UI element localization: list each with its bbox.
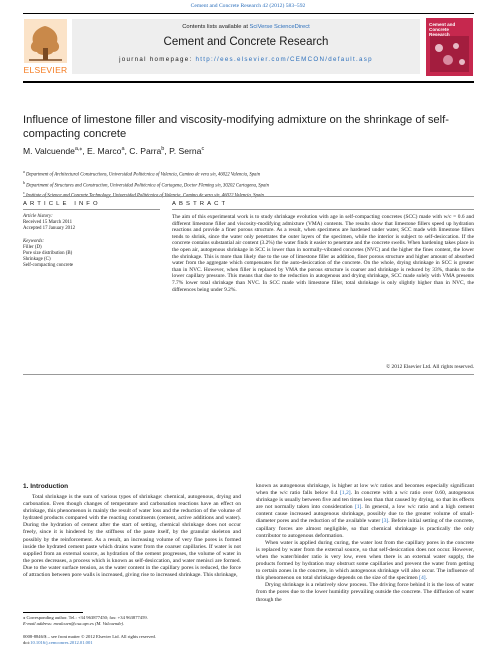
homepage-link[interactable]: http://ees.elsevier.com/CEMCON/default.asp <box>195 56 373 63</box>
affiliation-item <box>23 168 473 179</box>
abstract-heading: ABSTRACT <box>172 201 229 207</box>
journal-cover-thumbnail[interactable] <box>426 18 473 76</box>
footnote <box>23 615 241 626</box>
keyword-item: Self-compacting concrete <box>23 263 74 269</box>
paragraph: Drying shrinkage is a relatively slow process. The driving force behind it is the loss of water from the pores due to the lower humidity prevailing outside the concrete. The diffusion of water through the <box>256 582 474 603</box>
footnote-text: Corresponding author. Tel.: +34 963877450; fax: +34 963877459. <box>25 615 148 620</box>
header-rule-bottom <box>23 81 474 83</box>
abstract-text: The aim of this experimental work is to study shrinkage evolution with age in self-compacting concretes (SCC) made with w/c = 0.6 and different limestone filler and viscosity-modifying admixture (VMA) contents. The results show that limestone fillers speed up hydration reactions and provide a finer porous structure. As a result, when specimens are hardened under water, SCC made with limestone fillers tends to shrink, since the water only penetrates the outer layers of the specimen, while the interior is subject to self-desiccation. If the concrete contains substantial air content (3.2%) the water finds it easier to penetrate and the concrete swells. When hardening takes place in the open air, autogenous shrinkage in SCC is lower than in normally-vibrated concretes (NVC) and the higher the fines content, the lower the shrinkage. This is more than likely due to the use of limestone filler as addition, finer porous structure and higher amount of absorbed water from the aggregate which compensates for the auto-desiccation of the concrete. On the whole, drying shrinkage in SCC is greater than in NVC. However, when filler is replaced by VMA the porous structure is coarser and shrinkage is reduced by 33%, thanks to the lower capillary pressure. This means that due to the reduction in autogenous and drying shrinkage, SCC made solely with VMA presents 7.7% lower total shrinkage than NVC. In SCC made with limestone filler, total shrinkage is only slightly higher than in NVC, the differences being under 9.2%. <box>172 214 474 293</box>
affiliations <box>23 168 473 200</box>
elsevier-logo[interactable] <box>23 18 68 76</box>
text-run: . Before initial setting of the concrete, capillary forces are almost negligible, so that chemical shrinkage is practically the only contributor to autogenous deformation. <box>256 518 474 539</box>
history-label: Article history: <box>23 214 53 219</box>
author-name[interactable]: C. Parra <box>129 146 162 156</box>
publisher-name: ELSEVIER <box>23 65 68 75</box>
author-name[interactable]: E. Marco <box>87 146 122 156</box>
paragraph <box>256 483 474 540</box>
paragraph <box>256 540 474 583</box>
abstract-rule <box>172 209 474 210</box>
keyword-item: Shrinkage (C) <box>23 257 51 263</box>
keywords-label: Keywords: <box>23 238 45 244</box>
text-run: . In concrete with a w/c ratio over 0.60, autogenous shrinkage is usually between five and ten times less than that caused by drying, so that its effects are not normally taken into consideration <box>256 490 475 511</box>
issn-doi-block <box>23 634 241 646</box>
author-email[interactable]: E-mail address: mvalcuen@csa.upv.es (M. Valcuende). <box>23 620 125 626</box>
section-rule <box>23 196 474 197</box>
section-heading-introduction: 1. Introduction <box>23 483 69 490</box>
text-run: known as autogenous shrinkage, is higher at low w/c ratios and becomes especially significant when the w/c ratio falls below 0.4 <box>256 483 474 497</box>
homepage-prefix: journal homepage: <box>119 56 196 63</box>
journal-title: Cement and Concrete Research <box>163 36 329 48</box>
footnote-mark: ⁎ <box>23 615 26 620</box>
keyword-item: Pore size distribution (B) <box>23 251 73 257</box>
doi-prefix: doi: <box>23 639 31 645</box>
accepted-date: Accepted 17 January 2012 <box>23 226 76 232</box>
body-column-left <box>23 494 241 579</box>
journal-reference[interactable]: Cement and Concrete Research 42 (2012) 583–592 <box>190 3 306 9</box>
author-affiliation-mark: c <box>201 146 205 153</box>
text-run: . <box>425 575 428 582</box>
doi-link[interactable]: 10.1016/j.cemconres.2012.01.001 <box>30 639 93 645</box>
affiliation-item <box>23 179 473 190</box>
affiliation-item <box>23 189 473 200</box>
front-matter-line: 0008-8846/$ – see front matter © 2012 Elsevier Ltd. All rights reserved. <box>23 634 156 639</box>
paragraph: Total shrinkage is the sum of various types of shrinkage: chemical, autogenous, drying and carbonation. Even though changes of temperature and carbonation reactions have an effect on shrinkage, this phenomenon is mainly the result of water loss and the reduction of the volume of hydrated products compared with the reacting constituents (cement, active additions and water). During the hydration of cement after the start of setting, chemical shrinkage does not occur freely, since it is hindered by the stiffness of the paste itself, by the granular skeleton and possibly by the reinforcement. As a result, an increasing volume of very fine pores is formed inside the hydrated cement paste which drains water from the coarser capillaries. If water is not supplied from an external source, as hydration of the cement progresses, the volume of water in the pores decreases, a process which is known as self-desiccation, and water menisci are formed. Due to the water surface tension, as the water content in the capillary pores is reduced, the force of attraction between pore walls is increased, giving rise to increased shrinkage. This shrinkage, <box>23 494 241 579</box>
affiliation-mark: a <box>23 169 25 174</box>
abstract-bottom-rule <box>23 374 474 375</box>
keyword-item: Filler (D) <box>23 244 42 250</box>
received-date: Received 15 March 2011 <box>23 220 73 226</box>
sciencedirect-link[interactable]: SciVerse ScienceDirect <box>249 24 310 30</box>
affiliation-text: Department of Architectural Constructions, Universidad Politécnica of Valencia, Camino de vera s/n, 46022 Valencia, Spain <box>25 172 261 178</box>
doi-line <box>23 640 241 646</box>
author-affiliation-mark: a, <box>74 146 80 153</box>
affiliation-mark: c <box>23 190 25 196</box>
cover-title: Cement and Concrete Research <box>429 22 456 38</box>
article-info-rule <box>23 209 160 210</box>
citation-link[interactable]: [1,2] <box>339 490 351 497</box>
citation-link[interactable]: [4] <box>419 575 426 582</box>
article-title: Influence of limestone filler and viscosity-modifying admixture on the shrinkage of self-compacting concrete <box>23 114 449 140</box>
text-run: . In general, a low w/c ratio and a high cement content cause increased autogenous shrinkage, possibly due to the greater volume of small-diameter pores and the reduction of the available water <box>256 504 474 525</box>
affiliation-text: Department of Structures and Construction, Universidad Politécnica of Cartagena, Doctor Fleming s/n, 30202 Cartagena, Spain <box>26 183 269 189</box>
author-name[interactable]: M. Valcuende <box>23 146 75 156</box>
body-column-right <box>256 483 474 604</box>
article-info <box>23 214 160 270</box>
footnote-rule <box>23 612 83 613</box>
article-info-heading: ARTICLE INFO <box>23 201 101 207</box>
author-list: M. Valcuende$^{a,⁎}$, E. Marco$^a$, C. Parra$^b$, P. Serna$^c$ <box>23 146 205 156</box>
citation-link[interactable]: [1] <box>354 504 362 511</box>
affiliation-mark: b <box>23 179 25 185</box>
copyright-notice: © 2012 Elsevier Ltd. All rights reserved. <box>386 364 474 370</box>
contents-prefix: Contents lists available at <box>182 24 250 30</box>
journal-homepage <box>72 56 420 63</box>
author-affiliation-mark: a <box>121 146 125 153</box>
author-affiliation-mark: b <box>161 146 165 153</box>
citation-link[interactable]: [3] <box>381 518 389 525</box>
header-rule-top <box>23 13 474 14</box>
contents-line <box>72 24 420 30</box>
corresponding-author-mark[interactable]: ⁎ <box>79 146 83 153</box>
author-name[interactable]: P. Serna <box>169 146 202 156</box>
text-run: When water is applied during curing, the water lost from the capillary pores in the concrete is replaced by water from the external source, so that self-desiccation does not occur. However, when the water/binder ratio is very low, even when there is an external water supply, the products formed by hydration may obstruct some capillaries and prevent the water from getting to certain zones in the concrete, in which autogenous shrinkage will also occur. The influence of this phenomenon on total shrinkage depends on the size of the specimen <box>256 539 474 582</box>
